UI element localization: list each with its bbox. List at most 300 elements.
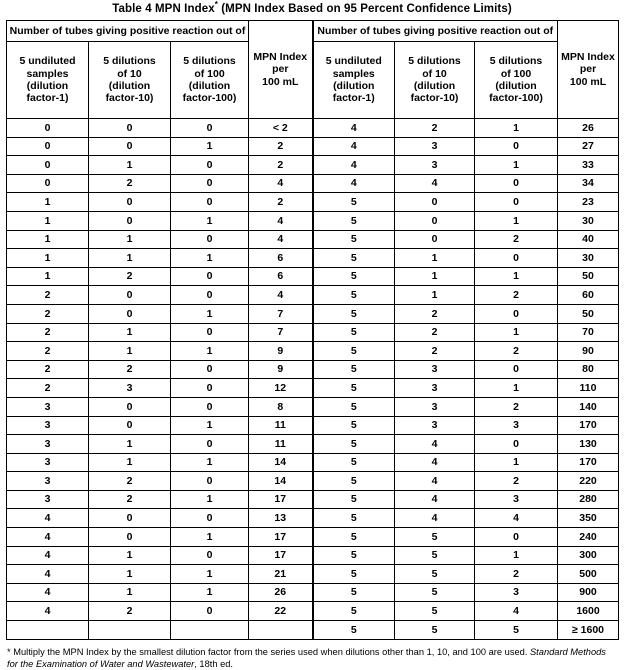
col-line: (dilution [495, 80, 537, 92]
cell-tubes-right: 5 [395, 546, 475, 565]
cell-mpn-right: 240 [558, 528, 619, 547]
cell-tubes-left: 1 [171, 137, 249, 156]
table-row [7, 546, 619, 565]
cell-tubes-right: 5 [475, 621, 558, 640]
cell-mpn-left: 12 [249, 379, 313, 398]
footnote-text-before: Multiply the MPN Index by the smallest dilution factor from the series used when dilutions other than 1, 10, and 100 are used. [10, 646, 530, 657]
mpn-header-right-line3: 100 mL [569, 75, 607, 88]
cell-mpn-left: 9 [249, 360, 313, 379]
col-line: samples [332, 67, 375, 80]
cell-tubes-left: 2 [7, 342, 89, 361]
cell-tubes-right: 5 [395, 565, 475, 584]
cell-mpn-right: 50 [558, 304, 619, 323]
table-row [7, 509, 619, 528]
table-row [7, 583, 619, 602]
cell-tubes-right: 4 [313, 174, 395, 193]
table-row [7, 323, 619, 342]
cell-tubes-left: 0 [171, 230, 249, 249]
cell-mpn-right: 70 [558, 323, 619, 342]
cell-tubes-left: 1 [171, 416, 249, 435]
table-row [7, 602, 619, 621]
cell-tubes-right: 1 [395, 249, 475, 268]
cell-mpn-left: 4 [249, 174, 313, 193]
cell-mpn-right: 50 [558, 267, 619, 286]
cell-tubes-left: 2 [7, 304, 89, 323]
cell-tubes-right: 0 [475, 249, 558, 268]
cell-tubes-right: 0 [395, 193, 475, 212]
cell-tubes-left: 2 [89, 174, 171, 193]
cell-tubes-left: 0 [171, 174, 249, 193]
cell-tubes-right: 5 [313, 509, 395, 528]
col-line: (dilution [108, 80, 151, 92]
group-header-left: Number of tubes giving positive reaction out of [7, 21, 249, 42]
cell-mpn-left: 7 [249, 323, 313, 342]
cell-mpn-right: 1600 [558, 602, 619, 621]
mpn-header-right [558, 21, 619, 119]
table-row [7, 174, 619, 193]
table-row [7, 304, 619, 323]
cell-tubes-right: 5 [313, 379, 395, 398]
cell-tubes-right: 2 [475, 286, 558, 305]
cell-tubes-left: 3 [7, 490, 89, 509]
cell-tubes-left: 2 [7, 360, 89, 379]
cell-tubes-left: 0 [171, 323, 249, 342]
cell-tubes-left: 1 [89, 565, 171, 584]
col-line: of 10 [117, 67, 142, 80]
cell-tubes-right: 1 [475, 323, 558, 342]
cell-tubes-left: 1 [171, 249, 249, 268]
cell-mpn-left: 21 [249, 565, 313, 584]
cell-tubes-left: 2 [89, 267, 171, 286]
cell-tubes-left: 0 [89, 193, 171, 212]
cell-tubes-left: 0 [171, 546, 249, 565]
cell-tubes-left: 4 [7, 602, 89, 621]
table-row [7, 416, 619, 435]
cell-tubes-right: 2 [475, 472, 558, 491]
cell-mpn-left: 2 [249, 193, 313, 212]
cell-tubes-right: 5 [313, 490, 395, 509]
col-line: of 100 [500, 67, 532, 80]
table-row [7, 119, 619, 138]
mpn-header-left-line1: MPN Index [253, 50, 308, 63]
cell-tubes-left: 1 [171, 304, 249, 323]
cell-tubes-right: 5 [313, 546, 395, 565]
col-line: factor-10) [410, 92, 459, 105]
col-line: factor-10) [105, 92, 154, 105]
cell-mpn-left: 8 [249, 397, 313, 416]
cell-tubes-right: 3 [395, 416, 475, 435]
table-row [7, 267, 619, 286]
cell-tubes-left: 4 [7, 528, 89, 547]
cell-mpn-left: 9 [249, 342, 313, 361]
cell-tubes-right: 5 [313, 304, 395, 323]
cell-tubes-right: 4 [313, 137, 395, 156]
cell-tubes-left: 0 [171, 602, 249, 621]
cell-tubes-left: 0 [171, 360, 249, 379]
cell-tubes-right: 0 [475, 304, 558, 323]
footnote-text-after: , 18th ed. [194, 658, 234, 669]
cell-tubes-left: 0 [171, 286, 249, 305]
cell-tubes-right: 5 [313, 397, 395, 416]
col-line: factor-100) [182, 92, 237, 105]
cell-tubes-left: 2 [89, 472, 171, 491]
group-header-row [7, 21, 619, 42]
cell-tubes-left: 0 [7, 156, 89, 175]
cell-mpn-right: 90 [558, 342, 619, 361]
title-suffix: (MPN Index Based on 95 Percent Confidence Limits) [217, 3, 512, 15]
cell-mpn-left: 4 [249, 230, 313, 249]
col-line: (dilution [413, 80, 456, 92]
col-line: of 10 [422, 67, 447, 80]
table-footnote [6, 646, 618, 670]
table-row [7, 342, 619, 361]
cell-tubes-left: 0 [89, 509, 171, 528]
col-line: factor-1) [332, 92, 375, 105]
col-header-dil100-right [475, 42, 558, 119]
cell-tubes-right: 4 [313, 119, 395, 138]
cell-mpn-right: ≥ 1600 [558, 621, 619, 640]
cell-empty-left [7, 621, 89, 640]
cell-mpn-right: 170 [558, 453, 619, 472]
cell-tubes-left: 1 [171, 528, 249, 547]
cell-tubes-right: 1 [475, 453, 558, 472]
cell-empty-left [249, 621, 313, 640]
cell-mpn-left: 13 [249, 509, 313, 528]
col-line: (dilution [26, 80, 69, 92]
cell-tubes-right: 4 [395, 490, 475, 509]
cell-tubes-left: 1 [7, 193, 89, 212]
cell-tubes-left: 1 [89, 323, 171, 342]
cell-mpn-left: 6 [249, 249, 313, 268]
cell-tubes-right: 2 [475, 230, 558, 249]
cell-mpn-left: < 2 [249, 119, 313, 138]
table-row [7, 397, 619, 416]
cell-tubes-left: 3 [7, 453, 89, 472]
cell-empty-left [89, 621, 171, 640]
cell-tubes-left: 0 [7, 137, 89, 156]
mpn-header-right-line2: per [579, 63, 597, 76]
cell-tubes-right: 5 [313, 342, 395, 361]
cell-tubes-left: 2 [7, 286, 89, 305]
col-line: 5 undiluted [19, 55, 76, 68]
cell-tubes-left: 1 [171, 490, 249, 509]
page-title [6, 0, 618, 18]
cell-tubes-left: 0 [89, 397, 171, 416]
table-row [7, 230, 619, 249]
cell-mpn-right: 900 [558, 583, 619, 602]
cell-tubes-left: 1 [89, 249, 171, 268]
cell-tubes-right: 4 [395, 509, 475, 528]
mpn-header-right-line1: MPN Index [561, 50, 615, 63]
cell-mpn-left: 6 [249, 267, 313, 286]
cell-tubes-right: 5 [313, 435, 395, 454]
cell-tubes-right: 2 [395, 323, 475, 342]
cell-tubes-right: 5 [313, 583, 395, 602]
cell-tubes-left: 0 [89, 119, 171, 138]
cell-tubes-left: 3 [7, 397, 89, 416]
cell-tubes-right: 0 [395, 211, 475, 230]
cell-tubes-right: 5 [395, 602, 475, 621]
col-line: 5 dilutions [103, 55, 156, 68]
mpn-index-table [6, 20, 619, 640]
cell-tubes-left: 1 [171, 342, 249, 361]
table-row [7, 156, 619, 175]
footnote-marker: * [7, 646, 11, 657]
cell-tubes-right: 4 [475, 602, 558, 621]
cell-tubes-right: 2 [395, 119, 475, 138]
cell-mpn-right: 500 [558, 565, 619, 584]
cell-tubes-left: 4 [7, 583, 89, 602]
mpn-header-left [249, 21, 313, 119]
footnote-citation: Standard Methods for the Examination of Water and Wastewater [7, 646, 606, 669]
cell-tubes-left: 1 [89, 230, 171, 249]
cell-tubes-right: 1 [475, 156, 558, 175]
cell-tubes-right: 1 [475, 546, 558, 565]
cell-tubes-left: 1 [89, 342, 171, 361]
cell-tubes-right: 4 [395, 174, 475, 193]
cell-mpn-right: 280 [558, 490, 619, 509]
cell-mpn-right: 170 [558, 416, 619, 435]
cell-mpn-left: 11 [249, 435, 313, 454]
cell-tubes-right: 0 [475, 137, 558, 156]
cell-tubes-left: 2 [89, 602, 171, 621]
cell-tubes-left: 1 [89, 435, 171, 454]
cell-tubes-right: 2 [475, 342, 558, 361]
cell-tubes-right: 0 [475, 174, 558, 193]
table-row [7, 137, 619, 156]
cell-tubes-left: 0 [171, 435, 249, 454]
cell-mpn-right: 350 [558, 509, 619, 528]
cell-empty-left [171, 621, 249, 640]
cell-tubes-left: 3 [7, 435, 89, 454]
cell-tubes-left: 1 [7, 267, 89, 286]
cell-tubes-right: 5 [313, 249, 395, 268]
cell-tubes-right: 4 [395, 453, 475, 472]
cell-mpn-left: 4 [249, 211, 313, 230]
table-row [7, 453, 619, 472]
cell-mpn-left: 26 [249, 583, 313, 602]
cell-tubes-left: 3 [89, 379, 171, 398]
cell-tubes-left: 0 [89, 137, 171, 156]
col-header-undiluted-right [313, 42, 395, 119]
cell-tubes-right: 5 [313, 453, 395, 472]
cell-tubes-right: 3 [475, 416, 558, 435]
cell-tubes-right: 1 [475, 119, 558, 138]
cell-tubes-left: 0 [7, 174, 89, 193]
cell-mpn-left: 22 [249, 602, 313, 621]
cell-tubes-right: 5 [313, 416, 395, 435]
cell-tubes-left: 2 [89, 360, 171, 379]
cell-tubes-right: 5 [313, 621, 395, 640]
cell-tubes-right: 3 [395, 397, 475, 416]
table-row [7, 621, 619, 640]
table-row [7, 286, 619, 305]
cell-tubes-left: 4 [7, 546, 89, 565]
cell-mpn-right: 40 [558, 230, 619, 249]
cell-mpn-left: 11 [249, 416, 313, 435]
col-header-undiluted-left [7, 42, 89, 119]
cell-tubes-right: 1 [475, 379, 558, 398]
cell-mpn-left: 4 [249, 286, 313, 305]
cell-tubes-left: 0 [89, 304, 171, 323]
cell-tubes-right: 4 [395, 435, 475, 454]
table-row [7, 528, 619, 547]
cell-tubes-right: 0 [395, 230, 475, 249]
table-row [7, 565, 619, 584]
cell-tubes-right: 5 [313, 602, 395, 621]
cell-tubes-left: 2 [89, 490, 171, 509]
cell-tubes-right: 3 [475, 490, 558, 509]
cell-tubes-right: 0 [475, 360, 558, 379]
col-header-dil10-right [395, 42, 475, 119]
cell-mpn-right: 300 [558, 546, 619, 565]
cell-tubes-right: 4 [313, 156, 395, 175]
cell-tubes-right: 0 [475, 193, 558, 212]
cell-tubes-right: 2 [475, 565, 558, 584]
cell-tubes-right: 2 [395, 304, 475, 323]
cell-tubes-right: 5 [313, 565, 395, 584]
cell-mpn-left: 17 [249, 490, 313, 509]
cell-tubes-left: 0 [89, 528, 171, 547]
title-footnote-marker: * [214, 0, 218, 10]
cell-mpn-left: 17 [249, 528, 313, 547]
cell-mpn-right: 110 [558, 379, 619, 398]
cell-tubes-right: 5 [313, 528, 395, 547]
cell-tubes-left: 0 [171, 119, 249, 138]
mpn-header-left-line3: 100 mL [262, 75, 299, 88]
cell-tubes-right: 5 [313, 193, 395, 212]
cell-tubes-right: 4 [395, 472, 475, 491]
cell-tubes-right: 5 [313, 286, 395, 305]
cell-tubes-left: 0 [7, 119, 89, 138]
cell-tubes-left: 0 [171, 472, 249, 491]
col-line: factor-1) [26, 92, 69, 105]
table-body [7, 119, 619, 640]
col-line: 5 dilutions [408, 55, 461, 68]
cell-mpn-left: 2 [249, 156, 313, 175]
col-line: factor-100) [489, 92, 543, 105]
cell-mpn-left: 7 [249, 304, 313, 323]
cell-tubes-left: 1 [89, 453, 171, 472]
cell-tubes-left: 1 [171, 211, 249, 230]
column-header-row [7, 42, 619, 119]
table-header [7, 21, 619, 119]
cell-tubes-left: 2 [7, 323, 89, 342]
cell-tubes-right: 4 [475, 509, 558, 528]
table-row [7, 435, 619, 454]
cell-tubes-left: 1 [89, 546, 171, 565]
cell-mpn-left: 14 [249, 453, 313, 472]
cell-tubes-right: 5 [313, 267, 395, 286]
cell-tubes-right: 5 [313, 323, 395, 342]
cell-tubes-right: 5 [313, 230, 395, 249]
cell-tubes-left: 2 [7, 379, 89, 398]
cell-tubes-right: 5 [395, 583, 475, 602]
cell-mpn-right: 60 [558, 286, 619, 305]
cell-tubes-left: 4 [7, 565, 89, 584]
cell-tubes-right: 5 [313, 472, 395, 491]
cell-mpn-right: 34 [558, 174, 619, 193]
col-line: 5 dilutions [183, 55, 236, 68]
cell-tubes-right: 0 [475, 528, 558, 547]
cell-tubes-right: 5 [313, 211, 395, 230]
cell-tubes-left: 0 [171, 267, 249, 286]
table-row [7, 379, 619, 398]
col-line: (dilution [333, 80, 375, 92]
cell-tubes-right: 2 [395, 342, 475, 361]
cell-tubes-left: 0 [89, 211, 171, 230]
cell-mpn-left: 2 [249, 137, 313, 156]
table-row [7, 249, 619, 268]
cell-mpn-right: 80 [558, 360, 619, 379]
cell-tubes-right: 1 [475, 267, 558, 286]
cell-tubes-left: 0 [171, 156, 249, 175]
cell-tubes-left: 1 [7, 249, 89, 268]
cell-tubes-right: 5 [395, 528, 475, 547]
table-row [7, 211, 619, 230]
col-header-dil10-left [89, 42, 171, 119]
cell-mpn-right: 130 [558, 435, 619, 454]
cell-tubes-left: 0 [171, 193, 249, 212]
cell-tubes-left: 0 [89, 286, 171, 305]
cell-tubes-right: 3 [395, 360, 475, 379]
cell-tubes-left: 3 [7, 472, 89, 491]
cell-tubes-left: 1 [89, 583, 171, 602]
cell-tubes-left: 1 [89, 156, 171, 175]
cell-mpn-right: 140 [558, 397, 619, 416]
cell-tubes-left: 0 [171, 379, 249, 398]
cell-tubes-right: 1 [395, 286, 475, 305]
title-prefix: Table 4 MPN Index [112, 3, 215, 15]
cell-mpn-left: 17 [249, 546, 313, 565]
cell-tubes-left: 3 [7, 416, 89, 435]
cell-tubes-right: 1 [395, 267, 475, 286]
table-row [7, 490, 619, 509]
cell-tubes-right: 2 [475, 397, 558, 416]
mpn-header-left-line2: per [272, 63, 289, 76]
cell-tubes-left: 4 [7, 509, 89, 528]
cell-mpn-right: 220 [558, 472, 619, 491]
cell-tubes-left: 1 [171, 565, 249, 584]
cell-mpn-left: 14 [249, 472, 313, 491]
group-header-right: Number of tubes giving positive reaction out of [313, 21, 558, 42]
cell-mpn-right: 23 [558, 193, 619, 212]
cell-tubes-right: 5 [395, 621, 475, 640]
cell-tubes-right: 3 [395, 156, 475, 175]
cell-tubes-left: 1 [171, 453, 249, 472]
table-row [7, 193, 619, 212]
cell-mpn-right: 33 [558, 156, 619, 175]
cell-tubes-left: 0 [171, 397, 249, 416]
cell-tubes-right: 3 [475, 583, 558, 602]
cell-mpn-right: 26 [558, 119, 619, 138]
cell-tubes-right: 5 [313, 360, 395, 379]
cell-tubes-right: 1 [475, 211, 558, 230]
cell-mpn-right: 30 [558, 249, 619, 268]
table-row [7, 360, 619, 379]
cell-tubes-left: 1 [7, 230, 89, 249]
col-line: 5 undiluted [325, 55, 382, 68]
cell-tubes-right: 0 [475, 435, 558, 454]
col-line: of 100 [194, 67, 225, 80]
cell-tubes-right: 3 [395, 379, 475, 398]
cell-tubes-left: 1 [171, 583, 249, 602]
cell-tubes-right: 3 [395, 137, 475, 156]
cell-tubes-left: 1 [7, 211, 89, 230]
cell-mpn-right: 30 [558, 211, 619, 230]
col-line: (dilution [188, 80, 231, 92]
cell-tubes-left: 0 [89, 416, 171, 435]
